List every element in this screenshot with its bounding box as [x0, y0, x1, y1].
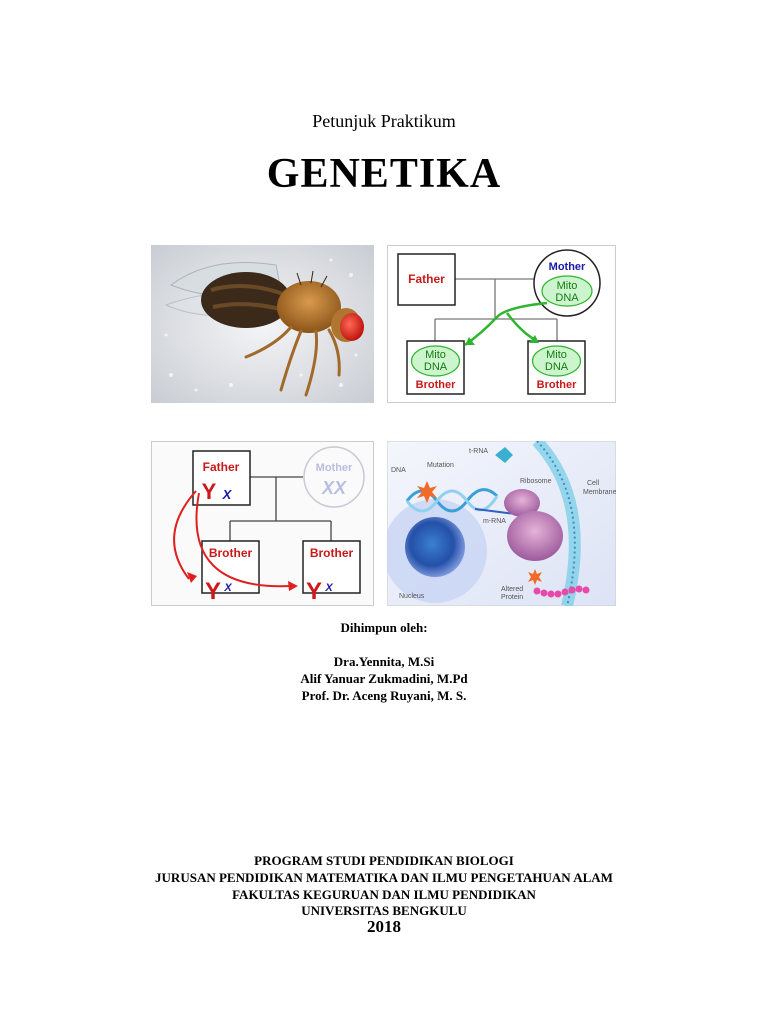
brother-right-y-chromosome: Y: [305, 578, 323, 605]
mother-circle: [304, 447, 364, 507]
dna-label: DNA: [391, 467, 406, 474]
father-y-chromosome: Y: [201, 479, 217, 504]
brother-left-mito-line2: DNA: [423, 361, 448, 373]
mrna-label: m-RNA: [483, 518, 506, 525]
cell-membrane-label-line2: Membrane: [583, 489, 616, 496]
author-name: Prof. Dr. Aceng Ruyani, M. S.: [301, 688, 467, 703]
faculty: FAKULTAS KEGURUAN DAN ILMU PENDIDIKAN: [232, 887, 536, 902]
fruit-fly-image: [151, 245, 374, 403]
father-label: Father: [202, 460, 240, 474]
author-name: Alif Yanuar Zukmadini, M.Pd: [300, 671, 468, 686]
author-name: Dra.Yennita, M.Si: [333, 654, 435, 669]
study-program: PROGRAM STUDI PENDIDIKAN BIOLOGI: [254, 853, 514, 868]
mother-mito-line1: Mito: [556, 280, 578, 292]
document-subtitle: Petunjuk Praktikum: [312, 111, 456, 131]
brother-right-x-chromosome: X: [325, 582, 333, 594]
department: JURUSAN PENDIDIKAN MATEMATIKA DAN ILMU PENGETAHUAN ALAM: [155, 870, 613, 885]
brother-right-mito-line1: Mito: [546, 349, 567, 361]
altered-protein-label-line2: Protein: [501, 594, 524, 601]
brother-left-mito-line1: Mito: [425, 349, 446, 361]
altered-protein-label-line1: Altered: [501, 586, 524, 593]
mother-label: Mother: [315, 462, 353, 474]
brother-right-label: Brother: [536, 379, 577, 391]
brother-left-y-chromosome: Y: [204, 578, 222, 605]
mother-mito-line2: DNA: [555, 292, 579, 304]
compiled-by-label: Dihimpun oleh:: [340, 620, 428, 635]
mito-dna-pedigree-diagram: [387, 245, 616, 403]
publication-year: 2018: [367, 917, 401, 936]
cell-membrane-label-line1: Cell: [587, 480, 600, 487]
mother-label: Mother: [548, 261, 586, 273]
father-x-chromosome: X: [222, 487, 232, 502]
father-label: Father: [408, 272, 445, 286]
cell-mutation-illustration: [387, 441, 616, 606]
mutation-label: Mutation: [427, 462, 454, 469]
university: UNIVERSITAS BENGKULU: [301, 903, 467, 918]
ribosome-label: Ribosome: [520, 478, 552, 485]
y-chromosome-pedigree-diagram: [151, 441, 374, 606]
brother-left-label: Brother: [415, 379, 456, 391]
mother-xx-chromosomes: XX: [321, 478, 347, 498]
brother-right-label: Brother: [309, 546, 354, 560]
brother-left-label: Brother: [208, 546, 253, 560]
trna-label: t-RNA: [469, 448, 489, 455]
brother-left-x-chromosome: X: [224, 582, 232, 594]
document-title: GENETIKA: [266, 151, 502, 197]
nucleus-label: Nucleus: [399, 593, 425, 600]
brother-right-mito-line2: DNA: [544, 361, 569, 373]
